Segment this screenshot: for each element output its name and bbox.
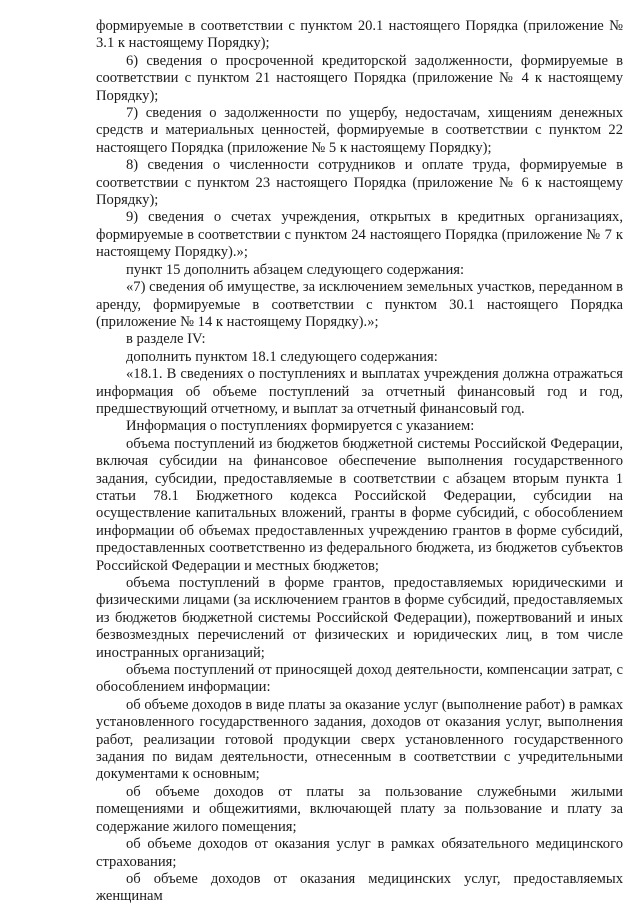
paragraph-18-1: «18.1. В сведениях о поступлениях и выплатах учреждения должна отражаться информация об объеме поступлений за отчетный финансовый год и год, предшествующий отчетному, и выплат за отчетный финансовый год. <box>96 366 623 417</box>
paragraph-service-income: об объеме доходов в виде платы за оказание услуг (выполнение работ) в рамках установленного государственного задания, доходов от оказания услуг, выполнения работ, реализации готовой продукции сверх установленного государственного задания по видам деятельности, отнесенным в соответствии с учредительными документами к основным; <box>96 696 623 783</box>
paragraph-medical-income: об объеме доходов от оказания медицинских услуг, предоставляемых женщинам <box>96 870 623 905</box>
paragraph-budget-receipts: объема поступлений из бюджетов бюджетной системы Российской Федерации, включая субсидии на финансовое обеспечение выполнения государственного задания, субсидии, предоставляемые в соответствии с абзацем вторым пункта 1 статьи 78.1 Бюджетного кодекса Российской Федерации, субсидии на осуществление капитальных вложений, гранты в форме субсидий, с обособлением информации об объемах предоставленных учреждению грантов в форме субсидий, предоставленных соответственно из федерального бюджета, из бюджетов субъектов Российской Федерации и местных бюджетов; <box>96 435 623 574</box>
paragraph-income-receipts: объема поступлений от приносящей доход деятельности, компенсации затрат, с обособлением информации: <box>96 662 623 696</box>
paragraph-1: формируемые в соответствии с пунктом 20.1 настоящего Порядка (приложение № 3.1 к настоящему Порядку); <box>96 18 623 52</box>
paragraph-housing-income: об объеме доходов от платы за пользование служебными жилыми помещениями и общежитиями, включающей плату за пользование и плату за содержание жилого помещения; <box>96 783 623 835</box>
paragraph-insurance-income: об объеме доходов от оказания услуг в рамках обязательного медицинского страхования; <box>96 836 623 870</box>
paragraph-item-7: 7) сведения о задолженности по ущербу, недостачам, хищениям денежных средств и материальных ценностей, формируемые в соответствии с пунктом 22 настоящего Порядка (приложение № 5 к настоящему Порядку); <box>96 105 623 156</box>
paragraph-receipts-intro: Информация о поступлениях формируется с указанием: <box>126 418 475 435</box>
paragraph-clause-15: пункт 15 дополнить абзацем следующего содержания: <box>126 261 465 278</box>
paragraph-clause-15-item-7: «7) сведения об имуществе, за исключением земельных участков, переданном в аренду, формируемые в соответствии с пунктом 30.1 настоящего Порядка (приложение № 14 к настоящему Порядку).»; <box>96 279 623 330</box>
paragraph-item-8: 8) сведения о численности сотрудников и оплате труда, формируемые в соответствии с пунктом 23 настоящего Порядка (приложение № 6 к настоящему Порядку); <box>96 157 623 209</box>
paragraph-section-iv: в разделе IV: <box>126 331 206 348</box>
paragraph-grant-receipts: объема поступлений в форме грантов, предоставляемых юридическими и физическими лицами (за исключением грантов в форме субсидий, предоставляемых из бюджетов бюджетной системы Российской Федерации), пожертвований и иных безвозмездных перечислений от физических и юридических лиц, в том числе иностранных организаций; <box>96 575 623 661</box>
paragraph-item-6: 6) сведения о просроченной кредиторской задолженности, формируемые в соответствии с пунктом 21 настоящего Порядка (приложение № 4 к настоящему Порядку); <box>96 52 623 104</box>
document-page <box>96 18 623 906</box>
paragraph-item-9: 9) сведения о счетах учреждения, открытых в кредитных организациях, формируемые в соответствии с пунктом 24 настоящего Порядка (приложение № 7 к настоящему Порядку).»; <box>96 209 623 261</box>
paragraph-add-18-1: дополнить пунктом 18.1 следующего содержания: <box>126 348 438 365</box>
